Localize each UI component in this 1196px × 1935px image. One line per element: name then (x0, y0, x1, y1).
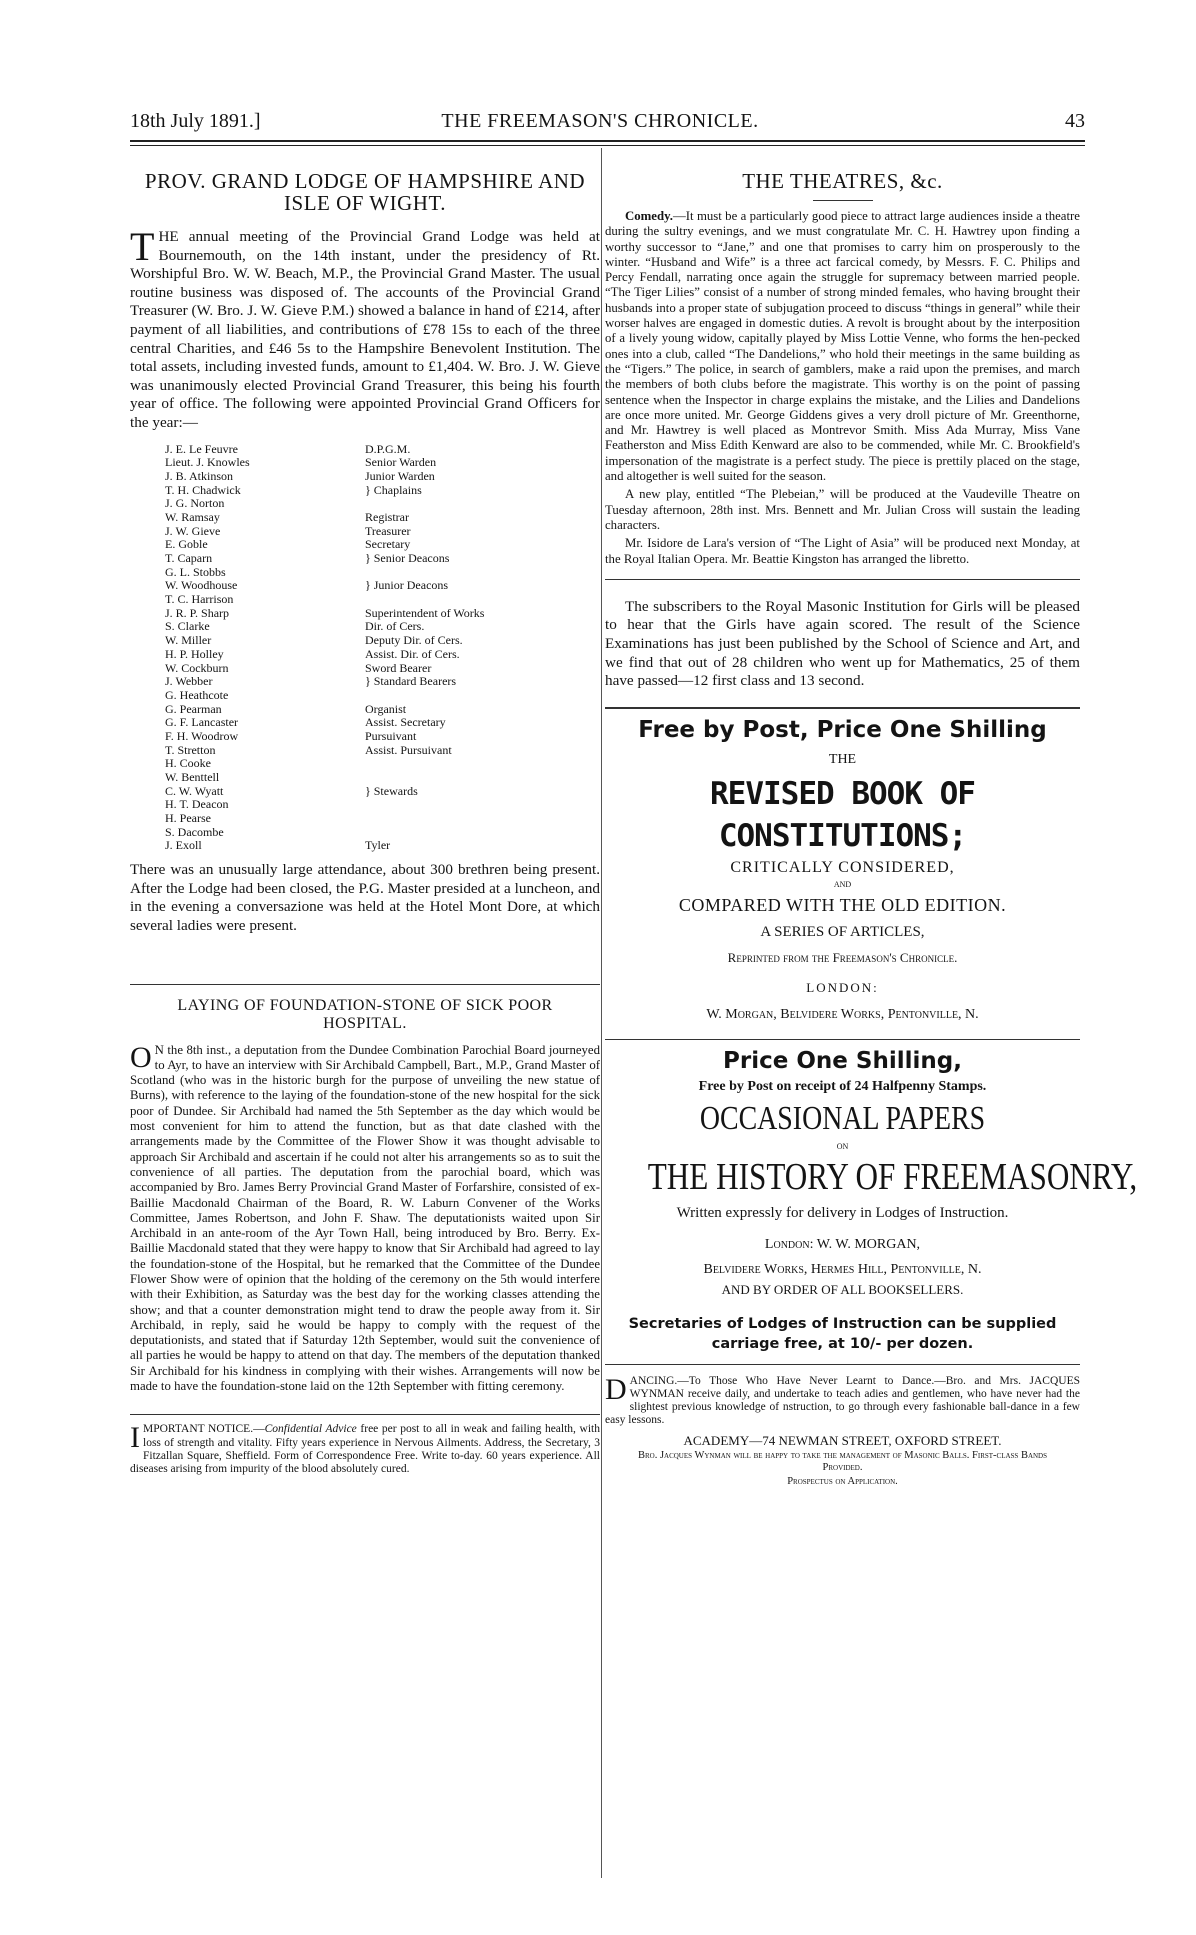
officer-row (130, 689, 600, 703)
officer-row (130, 675, 600, 689)
officer-row (130, 744, 600, 758)
officer-name: H. Pearse (165, 811, 211, 826)
officer-row (130, 771, 600, 785)
officer-title: } Standard Bearers (365, 674, 457, 689)
ad-revised-book: REVISED BOOK OF CONSTITUTIONS; (710, 775, 975, 854)
officers-list (130, 443, 600, 854)
advert-constitutions (605, 713, 1080, 1025)
officer-name: J. Exoll (165, 838, 202, 853)
officer-title: Assist. Dir. of Cers. (365, 646, 460, 661)
officer-name: W. Miller (165, 633, 212, 648)
officer-title: Assist. Pursuivant (365, 742, 452, 757)
officer-row (130, 511, 600, 525)
officer-row (130, 456, 600, 470)
laying-title: LAYING OF FOUNDATION-STONE OF SICK POOR HOSPITAL. (177, 996, 553, 1032)
officer-name: G. F. Lancaster (165, 715, 239, 730)
officer-name: J. R. P. Sharp (165, 605, 230, 620)
officer-row (130, 730, 600, 744)
ad2-history: THE HISTORY OF FREEMASONRY, (647, 1155, 1138, 1198)
officer-row (130, 607, 600, 621)
officer-title (365, 812, 600, 826)
officer-name: W. Ramsay (165, 509, 220, 524)
officer-row (130, 484, 600, 498)
ad2-order: AND BY ORDER OF ALL BOOKSELLERS. (721, 1281, 964, 1297)
header-date: 18th July 1891.] (130, 110, 261, 132)
officer-title: Deputy Dir. of Cers. (365, 633, 463, 648)
officer-title: Tyler (365, 838, 391, 853)
drop-cap: T (130, 224, 155, 269)
officer-name: T. Stretton (165, 742, 216, 757)
officer-row (130, 470, 600, 484)
officer-title (365, 497, 600, 511)
officer-name: J. G. Norton (165, 496, 225, 511)
header-rule-thin (130, 145, 1085, 146)
ad-price-line: Free by Post, Price One Shilling (638, 716, 1047, 743)
officer-name: S. Clarke (165, 619, 210, 634)
officer-title (365, 593, 600, 607)
officer-name: W. Benttell (165, 770, 220, 785)
officer-title: D.P.G.M. (365, 441, 411, 456)
officer-row (130, 662, 600, 676)
officer-title: Assist. Secretary (365, 715, 446, 730)
officer-name: C. W. Wyatt (165, 783, 224, 798)
officer-row (130, 538, 600, 552)
officer-row (130, 552, 600, 566)
advert-occasional-papers (605, 1046, 1138, 1354)
officer-title: Junior Warden (365, 468, 435, 483)
officer-name: J. Webber (165, 674, 213, 689)
officer-row (130, 826, 600, 840)
officer-title: Organist (365, 701, 407, 716)
section-rule (130, 984, 600, 985)
officer-row (130, 798, 600, 812)
officer-title: Senior Warden (365, 455, 437, 470)
ad2-free: Free by Post on receipt of 24 Halfpenny Stamps. (698, 1078, 987, 1094)
hampshire-intro: THE annual meeting of the Provincial Grand Lodge was held at Bournemouth, on the 14th instant, under the presidency of Rt. Worshipful Bro. W. W. Beach, M.P., the Provincial Grand Master. The usual routine business was disposed of. The accounts of the Provincial Grand Treasurer (W. Bro. J. W. Gieve P.M.) showed a balance in hand of £214, after payment of all liabilities, and contributions of £78 15s to each of the three central Charities, and £46 5s to the Hampshire Benevolent Institution. The total assets, including invested funds, amount to £1,404. W. Bro. J. W. Gieve was unanimously elected Provincial Grand Treasurer, this being his fourth year of office. The following were appointed Provincial Grand Officers for the year:— (130, 224, 601, 431)
officer-title: } Senior Deacons (365, 551, 450, 566)
ad2-occasional: OCCASIONAL PAPERS (699, 1099, 986, 1137)
officer-title (365, 798, 600, 812)
officer-name: T. H. Chadwick (165, 482, 241, 497)
officer-row (130, 812, 600, 826)
officer-name: G. Heathcote (165, 687, 229, 702)
officer-title (365, 566, 600, 580)
officer-row (130, 757, 600, 771)
hampshire-title: PROV. GRAND LODGE OF HAMPSHIRE AND ISLE OF WIGHT. (144, 169, 586, 215)
drop-cap: D (605, 1372, 627, 1406)
officer-title (365, 771, 600, 785)
officer-row (130, 648, 600, 662)
officer-name: T. C. Harrison (165, 592, 234, 607)
header-title: THE FREEMASON'S CHRONICLE. (441, 110, 759, 132)
officer-row (130, 634, 600, 648)
officer-title: Superintendent of Works (365, 605, 485, 620)
page-number: 43 (1065, 110, 1085, 132)
hampshire-closing: There was an unusually large attendance, about 300 brethren being present. After the Lodge had been closed, the P.G. Master presided at a luncheon, and in the evening a conversazione was held at the Hotel Mont Dore, at which several ladies were present. (130, 861, 600, 934)
ad-and: AND (833, 879, 852, 889)
header-rule (130, 140, 1085, 142)
officer-row (130, 839, 600, 853)
officer-row (130, 716, 600, 730)
officer-name: W. Woodhouse (165, 578, 238, 593)
ad2-on: ON (836, 1141, 849, 1151)
important-notice: IMPORTANT NOTICE.—Confidential Advice free per post to all in weak and failing health, with loss of strength and vitality. Fifty years experience in Nervous Ailments. Address, the Secretary, 3 Fitzallan Square, Sheffield. Form of Correspondence Free. Write to-day. 60 years experience. All diseases arising from impurity of the blood absolutely cured. (130, 1421, 600, 1475)
theatres-title: THE THEATRES, &c. (742, 169, 943, 193)
officer-title: } Junior Deacons (365, 578, 449, 593)
dancing-advert: DANCING.—To Those Who Have Never Learnt to Dance.—Bro. and Mrs. JACQUES WYNMAN receive daily, and undertake to teach adies and gentlemen, who have never had the slightest previous knowledge of nstruction, to go through every fashionable ball-dance in a few easy lessons. (605, 1372, 1080, 1427)
short-rule (813, 200, 873, 201)
theatres-light-of-asia: Mr. Isidore de Lara's version of “The Light of Asia” will be produced next Monday, at the Royal Italian Opera. Mr. Beattie Kingston has arranged the libretto. (605, 536, 1080, 566)
officer-row (130, 497, 600, 511)
officer-title: Sword Bearer (365, 660, 432, 675)
column-divider (601, 148, 602, 1878)
officer-title (365, 826, 600, 840)
officer-name: F. H. Woodrow (165, 728, 239, 743)
ad2-secretaries: Secretaries of Lodges of Instruction can be supplied carriage free, at 10/- per dozen. (628, 1315, 1057, 1352)
officer-name: T. Caparn (165, 551, 213, 566)
drop-cap: O (130, 1040, 152, 1074)
section-rule (605, 579, 1080, 580)
girls-paragraph: The subscribers to the Royal Masonic Institution for Girls will be pleased to hear that the Girls have again scored. The result of the Science Examinations has just been published by the School of Science and Art, and we find that out of 28 children who went up for Mathematics, 25 of them have passed—12 first class and 13 second. (605, 597, 1080, 690)
section-rule (605, 707, 1080, 709)
officer-name: W. Cockburn (165, 660, 229, 675)
ad2-address: Belvidere Works, Hermes Hill, Pentonville, N. (703, 1261, 982, 1277)
officer-title: } Stewards (365, 783, 418, 798)
officer-name: E. Goble (165, 537, 208, 552)
officer-row (130, 579, 600, 593)
ad-critically: CRITICALLY CONSIDERED, (730, 858, 955, 876)
officer-name: H. P. Holley (165, 646, 224, 661)
ad2-price: Price One Shilling, (723, 1047, 962, 1074)
dancing-academy: ACADEMY—74 NEWMAN STREET, OXFORD STREET. (683, 1432, 1002, 1448)
officer-name: G. L. Stobbs (165, 564, 226, 579)
ad2-written: Written expressly for delivery in Lodges of Instruction. (676, 1204, 1009, 1221)
dancing-prospectus: Prospectus on Application. (787, 1475, 898, 1487)
laying-text: O N the 8th inst., a deputation from the Dundee Combination Parochial Board journeyed to Ayr, to have an interview with Sir Archibald Campbell, Bart., M.P., Grand Master of Scotland (who was in the historic burgh for the purpose of unveiling the new statue of Burns), with reference to the laying of the foundation-stone of the new hospital for the sick poor of Dundee. Sir Archibald had named the 5th September as the day which would be most convenient for him to attend the function, but as that date clashed with the arrangements made by the Committee of the Flower Show it was thought advisable to approach Sir Archibald and ascertain if he could not alter his arrangements so as to suit the convenience of all parties. The deputation from the parochial board, which was accompanied by Bro. James Berry Provincial Grand Master of Forfarshire, consisted of ex-Baillie Macdonald Chairman of the Board, R. W. Laburn Convener of the Works Committee, James Robertson, and John F. Shaw. The deputationists waited upon Sir Archibald in an ante-room of the Ayr Town Hall, being introduced by Bro. Berry. Ex-Baillie Macdonald stated that they were happy to know that Sir Archibald had agreed to lay the foundation-stone of the Hospital, but he remarked that the Committee of the Dundee Flower Show were of opinion that the holding of the ceremony on the 5th would interfere with their Exhibition, as Saturday was the best day for the working classes attending the show; and that a counter demonstration might tend to draw the people away from it. Sir Archibald, in reply, said he would be happy to comply with the request of the deputationists, and stated that if Saturday 12th September, would suit the convenience of all parties he would be happy to attend on that day. The members of the deputation thanked Sir Archibald for his kindness in complying with their wishes. Arrangements will now be made to have the foundation-stone laid on the 12th September with fitting ceremony. (130, 1040, 600, 1394)
officer-title: Registrar (365, 509, 409, 524)
ad-series: A SERIES OF ARTICLES, (760, 923, 925, 940)
right-column (605, 169, 1138, 1489)
section-rule (605, 1364, 1080, 1365)
officer-name: J. W. Gieve (165, 523, 221, 538)
ad-compared: COMPARED WITH THE OLD EDITION. (678, 894, 1007, 915)
ad-the: THE (828, 751, 857, 767)
theatres-plebeian: A new play, entitled “The Plebeian,” will be produced at the Vaudeville Theatre on Tuesday afternoon, 28th inst. Mrs. Bennett and Mr. Julian Cross will sustain the leading characters. (605, 487, 1080, 532)
officer-name: S. Dacombe (165, 824, 224, 839)
officer-name: G. Pearman (165, 701, 222, 716)
ad-publisher: W. Morgan, Belvidere Works, Pentonville, N. (706, 1006, 979, 1022)
officer-row (130, 620, 600, 634)
officer-title (365, 689, 600, 703)
officer-name: Lieut. J. Knowles (165, 455, 250, 470)
ad-reprinted: Reprinted from the Freemason's Chronicle. (727, 949, 958, 965)
dancing-bro: Bro. Jacques Wynman will be happy to take the management of Masonic Balls. First-class Bands Provided. (637, 1449, 1048, 1474)
officer-row (130, 593, 600, 607)
drop-cap: I (130, 1421, 140, 1455)
officer-name: J. E. Le Feuvre (165, 441, 238, 456)
officer-name: H. Cooke (165, 756, 211, 771)
officer-row (130, 525, 600, 539)
officer-row (130, 443, 600, 457)
ad-london: LONDON: (806, 979, 879, 995)
section-rule (605, 1039, 1080, 1040)
officer-title: Secretary (365, 537, 411, 552)
officer-name: H. T. Deacon (165, 797, 229, 812)
officer-row (130, 785, 600, 799)
officer-title: Dir. of Cers. (365, 619, 425, 634)
officer-name: J. B. Atkinson (165, 468, 234, 483)
officer-title: Pursuivant (365, 728, 417, 743)
theatres-comedy: Comedy.—It must be a particularly good piece to attract large audiences inside a theatre during the sultry evenings, and we must congratulate Mr. C. H. Hawtrey upon finding a worthy successor to “Jane,” and one that promises to carry him on prosperously to the winter. “Husband and Wife” is a three act farcical comedy, by Messrs. F. C. Philips and Percy Fendall, narrating once again the struggle for supremacy between married people. “The Tiger Lilies” consist of a number of strong minded females, who having brought their husbands into a proper state of subjugation proceed to discuss “things in general” while their worser halves are engaged in domestic duties. A revolt is brought about by the interposition of a lively young widow, capitally played by Miss Lottie Venne, who forms the hen-pecked ones into a club, called “The Dandelions,” who hold their meetings in the same building as the “Tigers.” The police, in search of gamblers, make a raid upon the premises, and march the members of both clubs before the magistrate. This worthy is on the point of passing sentence when the Inspector in charge explains the mistake, and the Lilies and Dandelions are once more united. Mr. George Giddens gives a very droll picture of Mr. Greenthorne, and Mr. Hawtrey is well placed as Montrevor Smith. Miss Ada Murray, Miss Vane Featherston and Miss Edith Kenward are also to be commended, while Mr. C. Brookfield's impersonation of the magistrate is a perfect study. The piece is prettily placed on the stage, and altogether is well suited for the season. (605, 209, 1080, 484)
officer-row (130, 566, 600, 580)
officer-title: } Chaplains (365, 482, 422, 497)
officer-title (365, 757, 600, 771)
ad2-london: London: W. W. MORGAN, (764, 1236, 921, 1252)
left-column (130, 170, 600, 1476)
section-rule (130, 1414, 600, 1415)
officer-row (130, 703, 600, 717)
officer-title: Treasurer (365, 523, 411, 538)
